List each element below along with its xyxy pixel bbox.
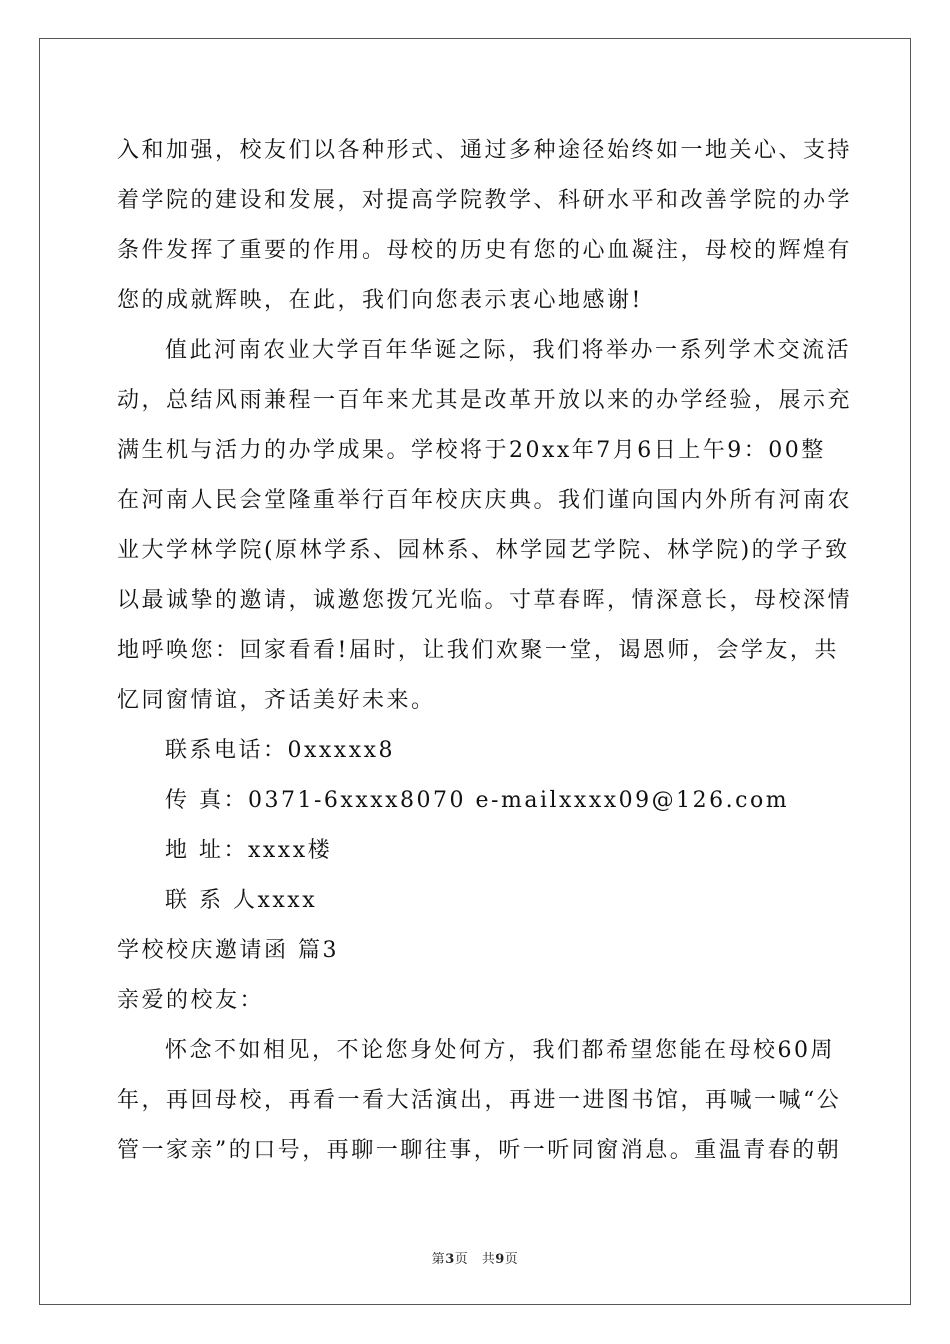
- text-line: 值此河南农业大学百年华诞之际，我们将举办一系列学术交流活: [165, 338, 852, 363]
- text-line: 地 址：xxxx楼: [165, 838, 333, 863]
- text-line: 业大学林学院(原林学系、园林系、林学园艺学院、林学院)的学子致: [117, 538, 850, 563]
- text-line: 联系电话：0xxxxx8: [165, 738, 396, 763]
- text-line: 管一家亲”的口号，再聊一聊往事，听一听同窗消息。重温青春的朝: [117, 1138, 842, 1163]
- page-prefix: 第: [431, 1252, 446, 1267]
- page-current: 3: [445, 1252, 455, 1267]
- text-line: 条件发挥了重要的作用。母校的历史有您的心血凝注，母校的辉煌有: [117, 238, 853, 263]
- text-line: 怀念不如相见，不论您身处何方，我们都希望您能在母校60周: [165, 1038, 835, 1063]
- text-line: 以最诚挚的邀请，诚邀您拨冗光临。寸草春晖，情深意长，母校深情: [117, 588, 853, 613]
- page-footer: [0, 1248, 950, 1267]
- text-line: 动，总结风雨兼程一百年来尤其是改革开放以来的办学经验，展示充: [117, 388, 853, 413]
- text-line: 年，再回母校，再看一看大活演出，再进一进图书馆，再喊一喊“公: [117, 1088, 842, 1113]
- text-line: 学校校庆邀请函 篇3: [117, 938, 339, 963]
- text-line: 满生机与活力的办学成果。学校将于20xx年7月6日上午9：00整: [117, 438, 826, 463]
- text-line: 地呼唤您：回家看看!届时，让我们欢聚一堂，谒恩师，会学友，共: [117, 638, 839, 663]
- page-mid: 页 共: [454, 1252, 496, 1267]
- document-body: [117, 126, 853, 1176]
- page-suffix: 页: [504, 1252, 519, 1267]
- text-line: 忆同窗情谊，齐话美好未来。: [117, 688, 436, 713]
- text-line: 联 系 人xxxx: [165, 888, 318, 913]
- text-line: 在河南人民会堂隆重举行百年校庆庆典。我们谨向国内外所有河南农: [117, 488, 853, 513]
- text-line: 您的成就辉映，在此，我们向您表示衷心地感谢!: [117, 288, 643, 313]
- page-total: 9: [495, 1252, 505, 1267]
- text-line: 亲爱的校友：: [117, 988, 265, 1013]
- text-line: 入和加强，校友们以各种形式、通过多种途径始终如一地关心、支持: [117, 138, 853, 163]
- text-line: 传 真：0371-6xxxx8070 e-mailxxxx09@126.com: [165, 788, 790, 813]
- text-line: 着学院的建设和发展，对提高学院教学、科研水平和改善学院的办学: [117, 188, 853, 213]
